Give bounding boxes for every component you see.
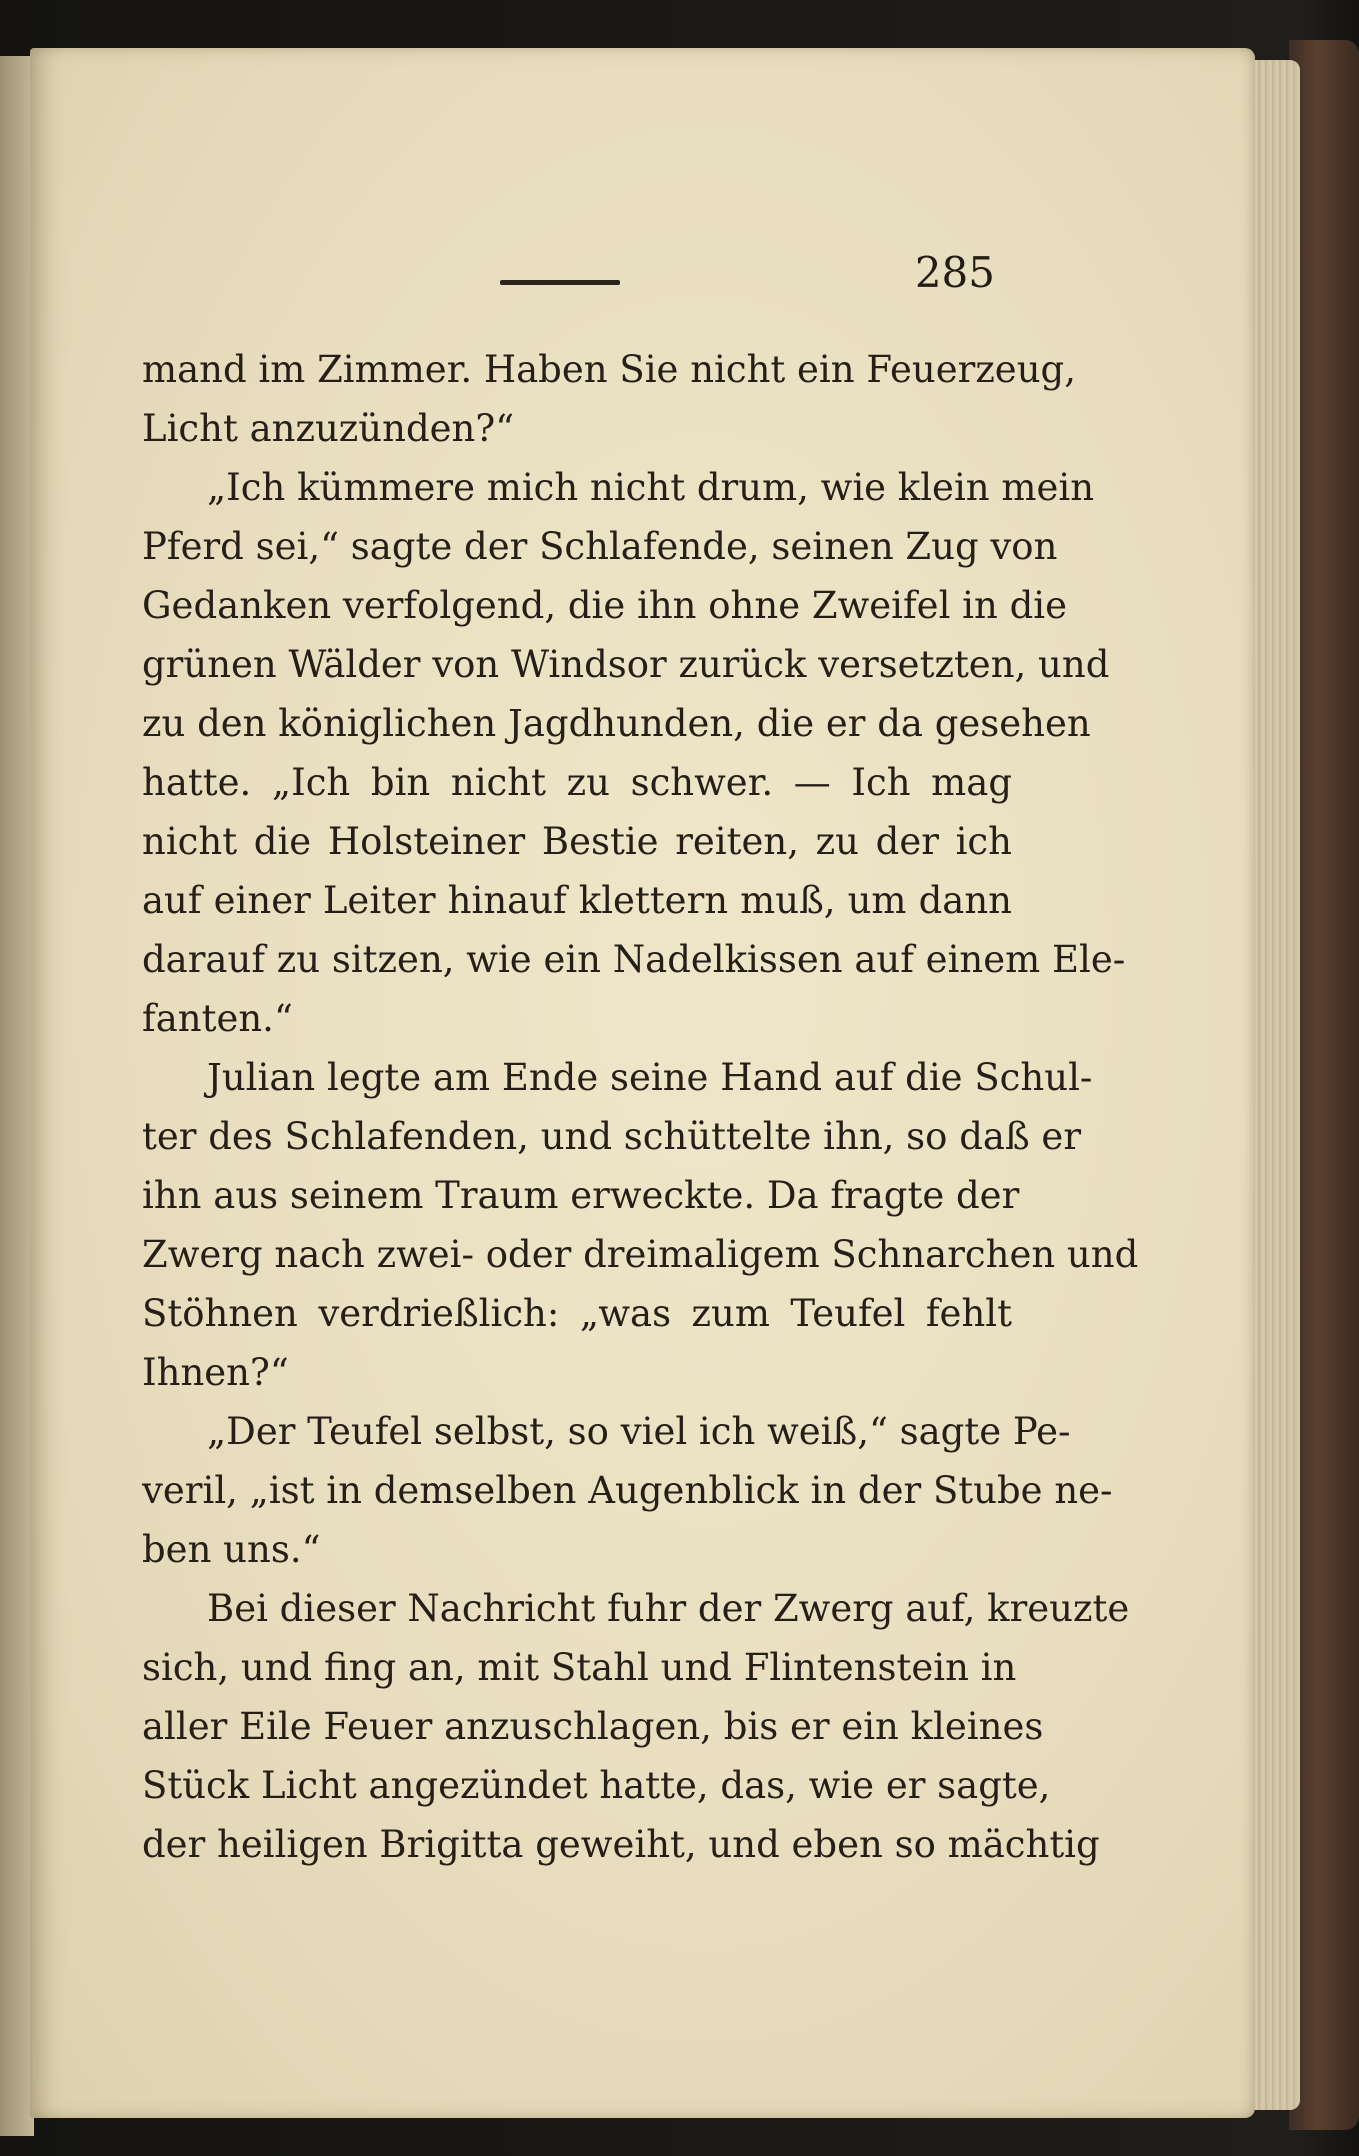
- text-line: darauf zu sitzen, wie ein Nadelkissen auf einem Ele-: [142, 938, 1126, 981]
- text-line: der heiligen Brigitta geweiht, und eben so mächtig: [142, 1823, 1100, 1866]
- text-line: Bei dieser Nachricht fuhr der Zwerg auf, kreuzte: [207, 1587, 1130, 1630]
- text-line: Stöhnen verdrießlich: „was zum Teufel fehlt: [142, 1292, 1012, 1335]
- header-rule: [500, 280, 620, 285]
- text-line: grünen Wälder von Windsor zurück versetzten, und: [142, 643, 1110, 686]
- text-line: auf einer Leiter hinauf klettern muß, um dann: [142, 879, 1012, 922]
- text-line: veril, „ist in demselben Augenblick in der Stube ne-: [142, 1469, 1113, 1512]
- body-text: [142, 340, 1139, 1874]
- text-line: Gedanken verfolgend, die ihn ohne Zweifel in die: [142, 584, 1067, 627]
- text-line: Pferd sei,“ sagte der Schlafende, seinen Zug von: [142, 525, 1058, 568]
- text-line: ihn aus seinem Traum erweckte. Da fragte der: [142, 1174, 1020, 1217]
- text-line: zu den königlichen Jagdhunden, die er da gesehen: [142, 702, 1091, 745]
- text-line: Licht anzuzünden?“: [142, 407, 515, 450]
- text-line: „Ich kümmere mich nicht drum, wie klein mein: [207, 466, 1095, 509]
- text-line: fanten.“: [142, 997, 293, 1040]
- text-line: „Der Teufel selbst, so viel ich weiß,“ sagte Pe-: [207, 1410, 1071, 1453]
- text-line: ter des Schlafenden, und schüttelte ihn, so daß er: [142, 1115, 1082, 1158]
- text-line: sich, und fing an, mit Stahl und Flintenstein in: [142, 1646, 1017, 1689]
- text-line: Zwerg nach zwei- oder dreimaligem Schnarchen und: [142, 1233, 1139, 1276]
- previous-page-edge: [0, 56, 34, 2136]
- text-line: Julian legte am Ende seine Hand auf die Schul-: [207, 1056, 1093, 1099]
- page-number: 285: [914, 248, 995, 297]
- text-line: Stück Licht angezündet hatte, das, wie er sagte,: [142, 1764, 1051, 1807]
- book-page: [30, 48, 1255, 2118]
- text-line: ben uns.“: [142, 1528, 321, 1571]
- text-line: aller Eile Feuer anzuschlagen, bis er ein kleines: [142, 1705, 1044, 1748]
- text-line: mand im Zimmer. Haben Sie nicht ein Feuerzeug,: [142, 348, 1076, 391]
- text-line: nicht die Holsteiner Bestie reiten, zu der ich: [142, 820, 1012, 863]
- text-line: hatte. „Ich bin nicht zu schwer. — Ich mag: [142, 761, 1012, 804]
- text-line: Ihnen?“: [142, 1351, 289, 1394]
